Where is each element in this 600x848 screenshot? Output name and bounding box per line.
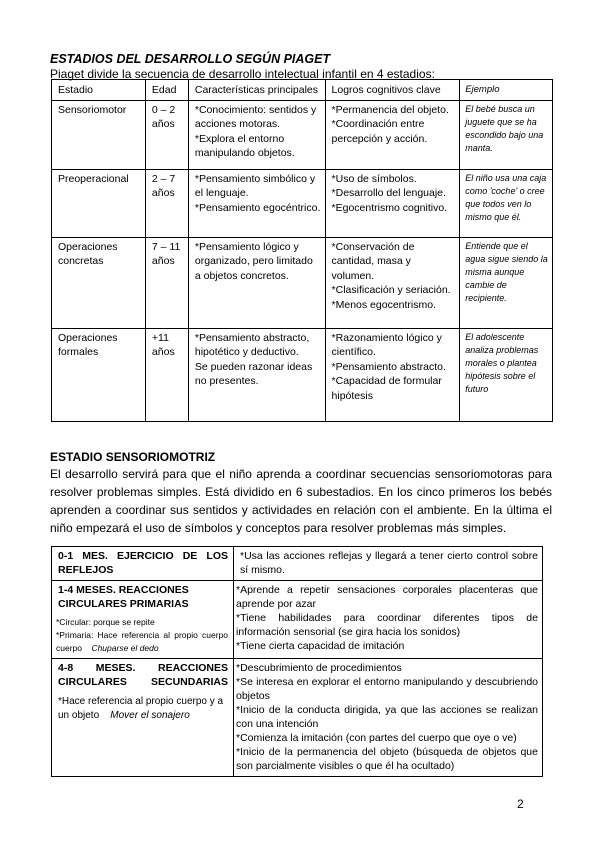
- example-cell: El bebé busca un juguete que se ha escondido bajo una manta.: [460, 100, 553, 169]
- substage-description: *Descubrimiento de procedimientos *Se interesa en explorar el entorno manipulando y descubriendo objetos *Inicio de la conducta dirigida, ya que las acciones se realizan con una intención *Comienza la imitación (con partes del cuerpo que oye o ve) *Inicio de la permanencia del objeto (búsqueda de objetos que son parcialmente visibles o que él ha ocultado): [234, 659, 543, 777]
- substage-cell: [52, 659, 234, 777]
- substage-note: *Circular: porque se repite: [56, 617, 155, 627]
- substage-description: *Aprende a repetir sensaciones corporales placenteras que aprende por azar *Tiene habilidades para coordinar diferentes tipos de información sensorial (se gira hacia los sonidos) *Tiene cierta capacidad de imitación: [234, 581, 543, 659]
- section-paragraph: El desarrollo servirá para que el niño aprenda a coordinar secuencias sensoriomotoras para resolver problemas simples. Está dividido en 6 subestadios. En los cinco primeros los bebés aprenden a coordinar sus sentidos y actividades en relación con el ambiente. En la última el niño empezará el uso de símbolos y conceptos para resolver problemas más simples.: [50, 467, 552, 535]
- substage-cell: [52, 581, 234, 659]
- substage-description: *Usa las acciones reflejas y llegará a tener cierto control sobre sí mismo.: [234, 547, 543, 581]
- example-cell: El adolescente analiza problemas morales o plantea hipótesis sobre el futuro: [460, 328, 553, 421]
- header-age: Edad: [145, 80, 188, 101]
- achievements-cell: *Razonamiento lógico y científico. *Pensamiento abstracto. *Capacidad de formular hipótesis: [325, 328, 460, 421]
- age-cell: 2 – 7 años: [145, 169, 188, 237]
- achievements-cell: *Uso de símbolos. *Desarrollo del lenguaje. *Egocentrismo cognitivo.: [325, 169, 460, 237]
- substage-note: *Primaria: Hace referencia al propio cuerpo: [56, 630, 228, 640]
- piaget-stages-table: [51, 79, 553, 422]
- achievements-cell: *Permanencia del objeto. *Coordinación entre percepción y acción.: [325, 100, 460, 169]
- table-row: [52, 169, 553, 237]
- age-cell: +11 años: [145, 328, 188, 421]
- characteristics-cell: *Conocimiento: sentidos y acciones motoras. *Explora el entorno manipulando objetos.: [188, 100, 325, 169]
- stage-cell: Sensoriomotor: [52, 100, 146, 169]
- substage-note: cuerpo Chuparse el dedo: [56, 643, 159, 653]
- achievements-cell: *Conservación de cantidad, masa y volumen. *Clasificación y seriación. *Menos egocentrismo.: [325, 237, 460, 328]
- age-cell: 7 – 11 años: [145, 237, 188, 328]
- substage-example: Mover el sonajero: [110, 710, 190, 721]
- stage-cell: Preoperacional: [52, 169, 146, 237]
- substage-title: 1-4 MESES. REACCIONES CIRCULARES PRIMARIAS: [58, 584, 189, 610]
- table-row: [52, 547, 543, 581]
- example-cell: El niño usa una caja como 'coche' o cree que todos ven lo mismo que él.: [460, 169, 553, 237]
- table-row: [52, 100, 553, 169]
- substages-table: [51, 546, 543, 777]
- substage-title: 0-1 MES. EJERCICIO DE LOS REFLEJOS: [58, 550, 228, 576]
- substage-cell: [52, 547, 234, 581]
- substage-title: 4-8 MESES. REACCIONES CIRCULARES SECUNDARIAS: [58, 662, 228, 688]
- table-row: [52, 581, 543, 659]
- stage-cell: Operaciones formales: [52, 328, 146, 421]
- intro-text: Piaget divide la secuencia de desarrollo intelectual infantil en 4 estadios:: [50, 67, 435, 81]
- header-stage: Estadio: [52, 80, 146, 101]
- header-achievements: Logros cognitivos clave: [325, 80, 460, 101]
- header-example: Ejemplo: [460, 80, 553, 101]
- section-heading: ESTADIO SENSORIOMOTRIZ: [50, 450, 216, 464]
- substage-note: *Hace referencia al propio cuerpo y a un objeto Mover el sonajero: [58, 696, 224, 721]
- stage-cell: Operaciones concretas: [52, 237, 146, 328]
- header-characteristics: Características principales: [188, 80, 325, 101]
- table-row: [52, 237, 553, 328]
- page-number: 2: [517, 797, 524, 811]
- table-row: [52, 659, 543, 777]
- table-row: [52, 328, 553, 421]
- example-cell: Entiende que el agua sigue siendo la misma aunque cambie de recipiente.: [460, 237, 553, 328]
- document-title: ESTADIOS DEL DESARROLLO SEGÚN PIAGET: [50, 52, 331, 66]
- substage-example: Chuparse el dedo: [91, 643, 159, 653]
- characteristics-cell: *Pensamiento simbólico y el lenguaje. *Pensamiento egocéntrico.: [188, 169, 325, 237]
- age-cell: 0 – 2 años: [145, 100, 188, 169]
- characteristics-cell: *Pensamiento lógico y organizado, pero limitado a objetos concretos.: [188, 237, 325, 328]
- table-header-row: [52, 80, 553, 101]
- characteristics-cell: *Pensamiento abstracto, hipotético y deductivo. Se pueden razonar ideas no presentes.: [188, 328, 325, 421]
